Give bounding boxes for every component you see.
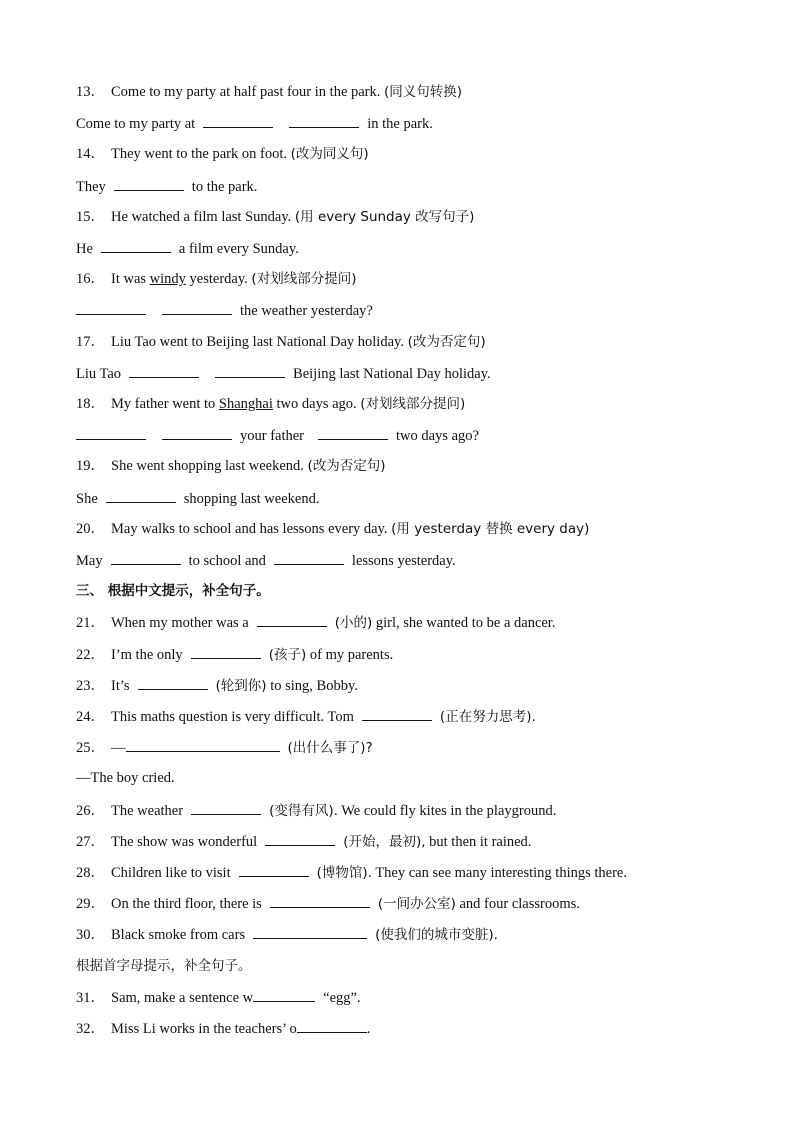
question-15: 15． He watched a film last Sunday. (用 every Sunday 改写句子) — [76, 209, 475, 225]
answer-15: He a film every Sunday. — [76, 238, 299, 259]
blank-16a[interactable] — [76, 300, 146, 315]
blank-17b[interactable] — [215, 363, 285, 378]
blank-13b[interactable] — [289, 113, 359, 128]
question-20: 20． May walks to school and has lessons every day. (用 yesterday 替换 every day) — [76, 521, 590, 537]
blank-27[interactable] — [265, 831, 335, 846]
question-32: 32． Miss Li works in the teachers’ o . — [76, 1018, 370, 1039]
blank-15[interactable] — [101, 238, 171, 253]
question-18: 18． My father went to Shanghai two days ago. (对划线部分提问) — [76, 396, 466, 412]
blank-17a[interactable] — [129, 363, 199, 378]
blank-22[interactable] — [191, 644, 261, 659]
blank-32[interactable] — [297, 1018, 367, 1033]
question-19: 19． She went shopping last weekend. (改为否定句) — [76, 458, 386, 474]
blank-18c[interactable] — [318, 425, 388, 440]
answer-18: your father two days ago? — [76, 425, 479, 446]
question-24: 24． This maths question is very difficult. Tom (正在努力思考). — [76, 706, 536, 727]
blank-18a[interactable] — [76, 425, 146, 440]
answer-16: the weather yesterday? — [76, 300, 373, 321]
blank-20a[interactable] — [111, 550, 181, 565]
blank-29[interactable] — [270, 893, 370, 908]
question-13: 13． Come to my party at half past four in the park. (同义句转换) — [76, 84, 463, 100]
question-27: 27． The show was wonderful (开始，最初), but then it rained. — [76, 831, 531, 852]
question-22: 22． I’m the only (孩子) of my parents. — [76, 644, 393, 665]
question-31: 31． Sam, make a sentence w “egg”. — [76, 987, 361, 1008]
question-28: 28． Children like to visit (博物馆). They can see many interesting things there. — [76, 862, 627, 883]
question-17: 17． Liu Tao went to Beijing last National Day holiday. (改为否定句) — [76, 334, 486, 350]
answer-17: Liu Tao Beijing last National Day holiday. — [76, 363, 491, 384]
blank-28[interactable] — [239, 862, 309, 877]
blank-30[interactable] — [253, 924, 367, 939]
answer-20: May to school and lessons yesterday. — [76, 550, 456, 571]
question-25: 25． — (出什么事了)? — [76, 737, 373, 758]
answer-19: She shopping last weekend. — [76, 488, 319, 509]
reply-25: —The boy cried. — [76, 770, 175, 786]
blank-25[interactable] — [126, 737, 280, 752]
question-21: 21． When my mother was a (小的) girl, she wanted to be a dancer. — [76, 612, 555, 633]
answer-13: Come to my party at in the park. — [76, 113, 433, 134]
blank-26[interactable] — [191, 800, 261, 815]
question-16: 16． It was windy yesterday. (对划线部分提问) — [76, 271, 357, 287]
answer-14: They to the park. — [76, 176, 257, 197]
blank-18b[interactable] — [162, 425, 232, 440]
section-4-title: 根据首字母提示，补全句子。 — [76, 958, 252, 974]
blank-31[interactable] — [253, 987, 315, 1002]
underlined-word: windy — [149, 271, 186, 287]
blank-23[interactable] — [138, 675, 208, 690]
blank-13a[interactable] — [203, 113, 273, 128]
blank-24[interactable] — [362, 706, 432, 721]
question-14: 14． They went to the park on foot. (改为同义句) — [76, 146, 369, 162]
question-30: 30． Black smoke from cars (使我们的城市变脏). — [76, 924, 498, 945]
blank-19[interactable] — [106, 488, 176, 503]
question-26: 26． The weather (变得有风). We could fly kites in the playground. — [76, 800, 556, 821]
underlined-word: Shanghai — [218, 396, 273, 412]
blank-14[interactable] — [114, 176, 184, 191]
section-3-title: 三、 根据中文提示，补全句子。 — [76, 583, 270, 599]
blank-20b[interactable] — [274, 550, 344, 565]
blank-21[interactable] — [257, 612, 327, 627]
blank-16b[interactable] — [162, 300, 232, 315]
question-29: 29． On the third floor, there is (一间办公室) and four classrooms. — [76, 893, 580, 914]
question-23: 23． It’s (轮到你) to sing, Bobby. — [76, 675, 358, 696]
